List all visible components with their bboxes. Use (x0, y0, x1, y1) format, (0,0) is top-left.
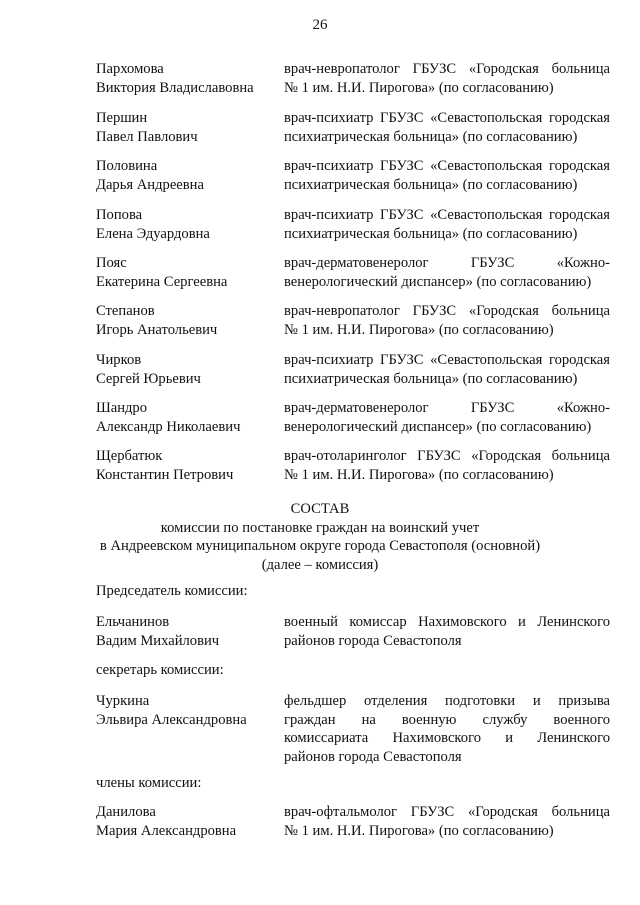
member-role (284, 254, 610, 291)
role-line: врач-невропатолог ГБУЗС «Городская больница (284, 61, 610, 77)
member-role (284, 157, 610, 194)
role-line: № 1 им. Н.И. Пирогова» (по согласованию) (284, 321, 554, 338)
role-line: № 1 им. Н.И. Пирогова» (по согласованию) (284, 822, 554, 839)
member-surname: Першин (96, 110, 148, 126)
member-name (96, 803, 276, 840)
chair-label: Председатель комиссии: (96, 583, 248, 599)
member-surname: Щербатюк (96, 448, 163, 464)
member-surname: Шандро (96, 400, 148, 416)
role-line: психиатрическая больница» (по согласованию) (284, 225, 578, 242)
role-line: фельдшер отделения подготовки и призыва (284, 693, 610, 709)
role-line: врач-отоларинголог ГБУЗС «Городская больница (284, 448, 610, 464)
member-role (284, 60, 610, 97)
member-role (284, 803, 610, 840)
heading-line: комиссии по постановке граждан на воинский учет (160, 519, 480, 536)
role-line: № 1 им. Н.И. Пирогова» (по согласованию) (284, 466, 554, 483)
role-line: психиатрическая больница» (по согласованию) (284, 128, 578, 145)
member-role (284, 351, 610, 388)
chair-role (284, 613, 610, 650)
member-role (284, 447, 610, 484)
role-line: врач-психиатр ГБУЗС «Севастопольская городская (284, 158, 610, 174)
member-name (96, 302, 276, 339)
member-given-name: Павел Павлович (96, 128, 198, 145)
member-surname: Данилова (96, 804, 156, 820)
member-name (96, 351, 276, 388)
role-line: врач-офтальмолог ГБУЗС «Городская больница (284, 804, 610, 820)
chair-given-name: Вадим Михайлович (96, 632, 220, 649)
role-line: комиссариата Нахимовского и Ленинского (284, 730, 610, 746)
member-given-name: Константин Петрович (96, 466, 234, 483)
member-name (96, 447, 276, 484)
secretary-name (96, 692, 276, 729)
member-given-name: Александр Николаевич (96, 418, 241, 435)
member-name (96, 109, 276, 146)
page-number: 26 (312, 17, 328, 33)
role-line: венерологический диспансер» (по согласованию) (284, 273, 592, 290)
member-given-name: Мария Александровна (96, 822, 237, 839)
member-surname: Чирков (96, 352, 142, 368)
role-line: психиатрическая больница» (по согласованию) (284, 176, 578, 193)
member-surname: Попова (96, 207, 143, 223)
member-given-name: Дарья Андреевна (96, 176, 204, 193)
member-name (96, 60, 276, 97)
member-name (96, 206, 276, 243)
member-name (96, 399, 276, 436)
member-role (284, 206, 610, 243)
member-given-name: Виктория Владиславовна (96, 79, 254, 96)
heading-line: (далее – комиссия) (261, 556, 379, 573)
secretary-given-name: Эльвира Александровна (96, 711, 247, 728)
member-surname: Степанов (96, 303, 155, 319)
members-label: члены комиссии: (96, 775, 202, 791)
role-line: врач-психиатр ГБУЗС «Севастопольская городская (284, 352, 610, 368)
role-line: венерологический диспансер» (по согласованию) (284, 418, 592, 435)
chair-surname: Ельчанинов (96, 614, 170, 630)
member-name (96, 157, 276, 194)
role-line: психиатрическая больница» (по согласованию) (284, 370, 578, 387)
member-name (96, 254, 276, 291)
member-given-name: Екатерина Сергеевна (96, 273, 228, 290)
role-line: районов города Севастополя (284, 748, 462, 765)
member-role (284, 399, 610, 436)
role-line: районов города Севастополя (284, 632, 462, 649)
section-heading (0, 500, 640, 574)
role-line: граждан на военную службу военного (284, 711, 610, 728)
role-line: врач-психиатр ГБУЗС «Севастопольская городская (284, 110, 610, 126)
member-surname: Пояс (96, 255, 127, 271)
secretary-role (284, 692, 610, 766)
role-line: врач-дерматовенеролог ГБУЗС «Кожно- (284, 255, 610, 271)
member-role (284, 109, 610, 146)
member-given-name: Елена Эдуардовна (96, 225, 210, 242)
heading-line: в Андреевском муниципальном округе города Севастополя (основной) (99, 538, 541, 554)
chair-name (96, 613, 276, 650)
member-given-name: Сергей Юрьевич (96, 370, 201, 387)
role-line: врач-невропатолог ГБУЗС «Городская больница (284, 303, 610, 319)
role-line: № 1 им. Н.И. Пирогова» (по согласованию) (284, 79, 554, 96)
role-line: военный комиссар Нахимовского и Ленинского (284, 614, 610, 630)
member-given-name: Игорь Анатольевич (96, 321, 218, 338)
secretary-surname: Чуркина (96, 693, 150, 709)
member-surname: Пархомова (96, 61, 164, 77)
member-role (284, 302, 610, 339)
secretary-label: секретарь комиссии: (96, 662, 224, 678)
role-line: врач-дерматовенеролог ГБУЗС «Кожно- (284, 400, 610, 416)
role-line: врач-психиатр ГБУЗС «Севастопольская городская (284, 207, 610, 223)
heading-title: СОСТАВ (290, 501, 350, 517)
member-surname: Половина (96, 158, 158, 174)
